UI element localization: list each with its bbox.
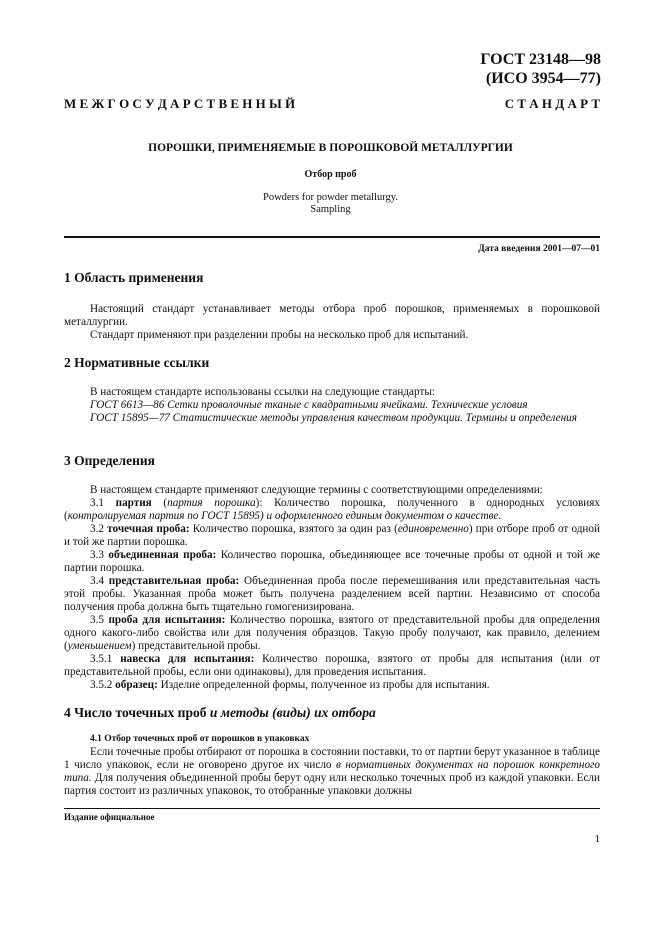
- d32-num: 3.2: [90, 523, 104, 535]
- banner-left: М Е Ж Г О С У Д А Р С Т В Е Н Н Ы Й: [64, 96, 296, 111]
- d351-num: 3.5.1: [90, 653, 113, 665]
- d33-num: 3.3: [90, 549, 104, 561]
- d34-term: представительная проба:: [108, 575, 240, 587]
- ref2-text: ГОСТ 15895—77 Статистические методы управления качеством продукции. Термины и определения: [90, 412, 577, 424]
- section-2-paragraph: [64, 386, 600, 399]
- d351-text: Количество порошка, взятого от пробы для испытания (или от представительной пробы, если они одинаковы), для проведения испытания.: [64, 653, 600, 678]
- document-subtitle: Отбор проб: [304, 169, 357, 180]
- d352-num: 3.5.2: [90, 679, 113, 691]
- edition-label: Издание официальное: [64, 812, 155, 822]
- d32-a: Количество порошка, взятого за один раз (: [189, 523, 398, 535]
- standard-banner: [64, 96, 600, 112]
- s1-p1-text: Настоящий стандарт устанавливает методы отбора проб порошков, применяемых в порошковой металлургии.: [64, 303, 600, 328]
- english-title: [0, 192, 661, 216]
- gost-number: ГОСТ 23148—98: [480, 51, 601, 68]
- standard-code: [480, 50, 601, 88]
- s4-p-b: Для получения объединенной пробы берут одну или несколько точечных проб из каждой упаковки. Если партия состоит из различных упаковок, то отобранные упаковки должны: [64, 772, 600, 797]
- section-4-heading: [64, 705, 376, 721]
- ref1-text: ГОСТ 6613—86 Сетки проволочные тканые с квадратными ячейками. Технические условия: [90, 399, 528, 411]
- s4-p-a: Если точечные пробы отбирают от порошка в состоянии поставки, то от партии берут указанное в таблице 1 число упаковок, если не оговорено другое их число: [64, 746, 600, 771]
- reference-1: [64, 399, 600, 412]
- d35-it: уменьшением: [67, 640, 132, 652]
- effective-date: Дата введения 2001—07—01: [478, 244, 600, 254]
- section-3-intro: [64, 484, 600, 497]
- d35-num: 3.5: [90, 614, 104, 626]
- section-1-heading: 1 Область применения: [64, 270, 204, 285]
- d31-b: ): Количество порошка, полученного в однородных условиях (: [64, 497, 600, 522]
- section-1-paragraph-2: [64, 329, 600, 342]
- definition-3-5-1: [64, 653, 600, 679]
- definition-3-5: [64, 614, 600, 653]
- banner-right: С Т А Н Д А Р Т: [504, 96, 600, 111]
- s2-p1-text: В настоящем стандарте использованы ссылки на следующие стандарты:: [90, 386, 435, 398]
- subsection-4-1-heading: 4.1 Отбор точечных проб от порошков в упаковках: [90, 734, 310, 744]
- section-2-heading: 2 Нормативные ссылки: [64, 355, 210, 370]
- title-rule: [64, 236, 600, 238]
- d35-b: ) представительной пробы.: [131, 640, 261, 652]
- d352-term: образец:: [115, 679, 158, 691]
- s4-p-it: в нормативных документах на порошок конкретного типа.: [64, 759, 601, 784]
- d35-a: Количество порошка, взятого от представительной пробы для определения одного какого-либо свойства или для получения образцов. Такую пробу получают, как правило, делением (: [64, 614, 601, 652]
- english-title-line2: Sampling: [310, 204, 351, 215]
- footer-rule: [64, 808, 600, 809]
- d33-text: Количество порошка, объединяющее все точечные пробы от одной и той же партии порошка.: [64, 549, 601, 574]
- d31-it2: контролируемая партия по ГОСТ 15895) и оформленного единым документом о качестве.: [67, 510, 502, 522]
- definition-3-3: [64, 549, 600, 575]
- definition-3-5-2: [64, 679, 600, 692]
- d31-it: партия порошка: [167, 497, 256, 509]
- d32-b: ) при отборе проб от одной и той же партии порошка.: [64, 523, 600, 548]
- s4-heading-a: 4 Число точечных проб: [64, 705, 210, 720]
- d352-text: Изделие определенной формы, полученное из пробы для испытания.: [157, 679, 490, 691]
- s3-intro-text: В настоящем стандарте применяют следующие термины с соответствующими определениями:: [90, 484, 543, 496]
- definition-3-2: [64, 523, 600, 549]
- d31-num: 3.1: [90, 497, 104, 509]
- d32-term: точечная проба:: [107, 523, 190, 535]
- section-4-paragraph: [64, 746, 600, 798]
- definition-3-4: [64, 575, 600, 614]
- definition-3-1: [64, 497, 600, 523]
- s4-heading-b: и методы (виды) их отбора: [209, 705, 376, 720]
- d35-term: проба для испытания:: [108, 614, 226, 626]
- section-1-paragraph-1: [64, 303, 600, 329]
- page-number: 1: [594, 833, 600, 845]
- english-title-line1: Powders for powder metallurgy.: [262, 192, 398, 203]
- d34-text: Объединенная проба после перемешивания или представительная часть этой пробы. Указанная проба может быть получена разделением всей партии. Независимо от способа получения проба должна быть тщательно гомогенизирована.: [64, 575, 600, 613]
- d31-term: партия: [115, 497, 152, 509]
- d34-num: 3.4: [90, 575, 104, 587]
- iso-number: (ИСО 3954—77): [485, 70, 601, 87]
- d31-a: (: [151, 497, 168, 509]
- d32-it: единовременно: [397, 523, 469, 535]
- reference-2: [64, 412, 600, 425]
- document-title: ПОРОШКИ, ПРИМЕНЯЕМЫЕ В ПОРОШКОВОЙ МЕТАЛЛУРГИИ: [148, 142, 513, 154]
- d351-term: навеска для испытания:: [120, 653, 255, 665]
- d33-term: объединенная проба:: [108, 549, 217, 561]
- section-3-heading: 3 Определения: [64, 453, 155, 468]
- s1-p2-text: Стандарт применяют при разделении пробы на несколько проб для испытаний.: [90, 329, 469, 341]
